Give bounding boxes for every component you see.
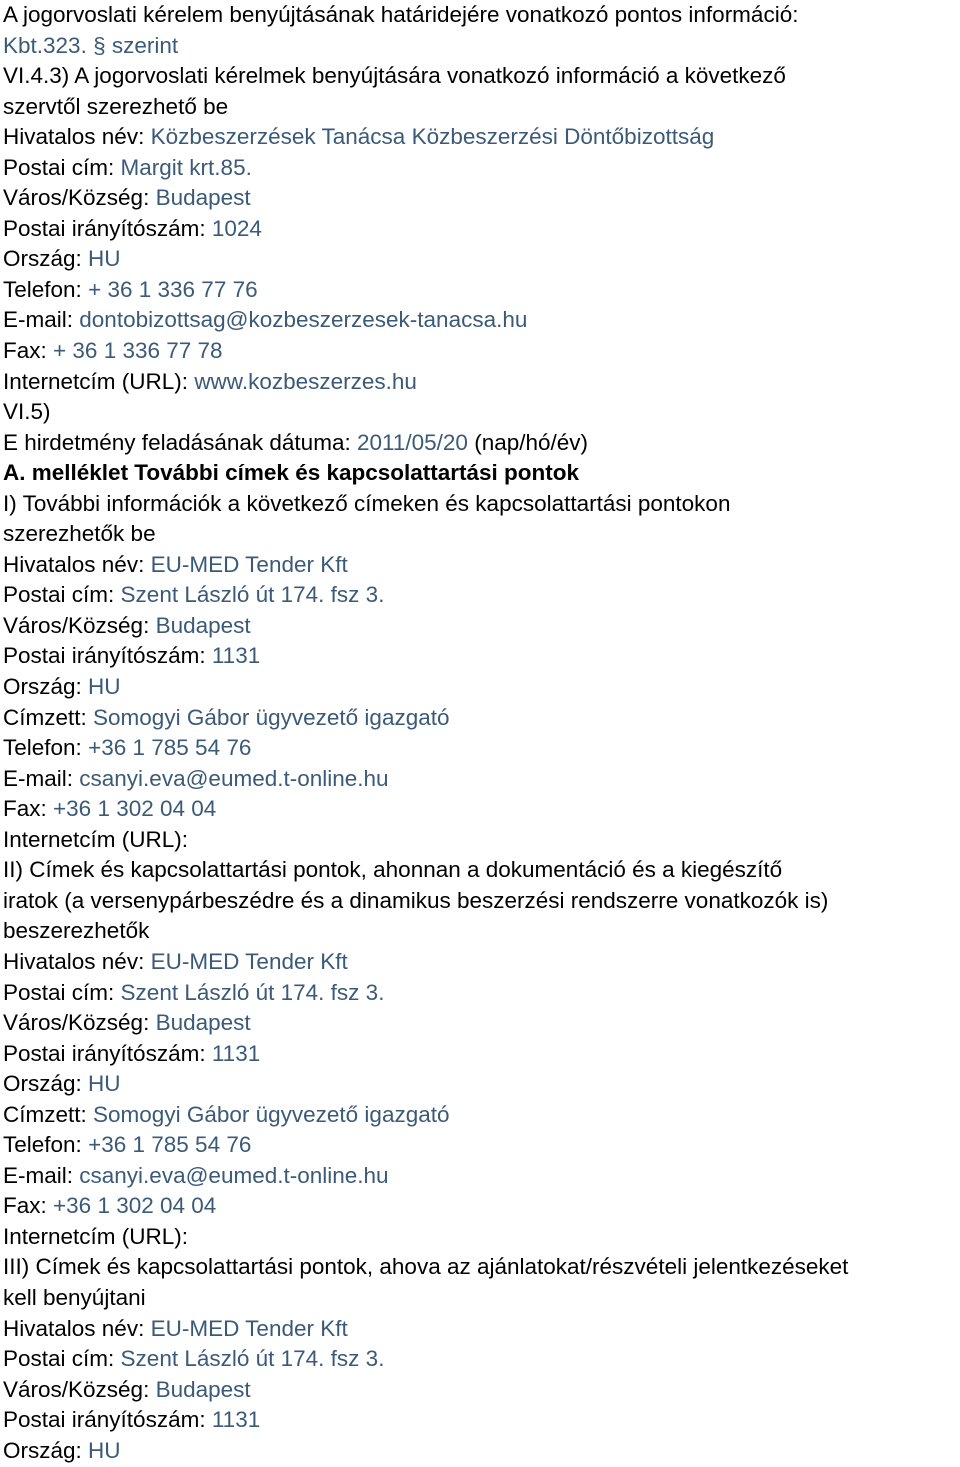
text-line bbox=[3, 1161, 960, 1192]
line-label: Fax: bbox=[3, 796, 47, 822]
line-value: 1024 bbox=[211, 215, 262, 241]
line-label: Ország: bbox=[3, 1071, 82, 1097]
line-label: VI.5) bbox=[3, 399, 51, 425]
line-suffix: (nap/hó/év) bbox=[474, 429, 589, 455]
text-line bbox=[3, 1222, 960, 1253]
line-value: HU bbox=[88, 674, 121, 700]
text-line bbox=[3, 947, 960, 978]
line-label: E-mail: bbox=[3, 765, 74, 791]
text-line bbox=[3, 519, 960, 550]
line-value: csanyi.eva@eumed.t-online.hu bbox=[79, 765, 389, 791]
text-line bbox=[3, 1283, 960, 1314]
line-value: HU bbox=[88, 246, 121, 272]
line-label: A jogorvoslati kérelem benyújtásának határidejére vonatkozó pontos információ: bbox=[3, 2, 799, 27]
line-label: Címzett: bbox=[3, 704, 87, 730]
line-label: Telefon: bbox=[3, 1132, 82, 1158]
text-line bbox=[3, 1314, 960, 1345]
text-line bbox=[3, 275, 960, 306]
line-value: + 36 1 336 77 78 bbox=[53, 338, 223, 364]
line-label: I) További információk a következő címeken és kapcsolattartási pontokon bbox=[3, 490, 731, 516]
line-value: Budapest bbox=[155, 1376, 251, 1402]
line-value: + 36 1 336 77 76 bbox=[88, 276, 258, 302]
line-value: Szent László út 174. fsz 3. bbox=[120, 582, 385, 608]
text-line bbox=[3, 183, 960, 214]
line-label: Internetcím (URL): bbox=[3, 1223, 189, 1249]
line-label: Város/Község: bbox=[3, 1376, 150, 1402]
line-value: 1131 bbox=[211, 643, 261, 669]
line-value: Somogyi Gábor ügyvezető igazgató bbox=[93, 704, 450, 730]
line-value: +36 1 785 54 76 bbox=[88, 1132, 252, 1158]
text-line bbox=[3, 1252, 960, 1283]
text-line bbox=[3, 672, 960, 703]
line-label: iratok (a versenypárbeszédre és a dinamikus beszerzési rendszerre vonatkozók is) bbox=[3, 887, 829, 913]
line-label: Fax: bbox=[3, 338, 47, 364]
line-label: Ország: bbox=[3, 246, 82, 272]
line-label: Ország: bbox=[3, 1437, 82, 1463]
text-line bbox=[3, 214, 960, 245]
line-label: Város/Község: bbox=[3, 1010, 150, 1036]
line-value: Budapest bbox=[155, 185, 251, 211]
text-line bbox=[3, 1191, 960, 1222]
text-line bbox=[3, 1130, 960, 1161]
text-line bbox=[3, 733, 960, 764]
text-line bbox=[3, 550, 960, 581]
line-value: www.kozbeszerzes.hu bbox=[194, 368, 417, 394]
text-line bbox=[3, 1008, 960, 1039]
line-value: HU bbox=[88, 1437, 121, 1463]
line-label: VI.4.3) A jogorvoslati kérelmek benyújtására vonatkozó információ a következő bbox=[3, 63, 786, 89]
text-line bbox=[3, 153, 960, 184]
text-line bbox=[3, 703, 960, 734]
line-label: Ország: bbox=[3, 674, 82, 700]
line-label: Postai cím: bbox=[3, 582, 115, 608]
line-label: Postai cím: bbox=[3, 154, 115, 180]
text-line bbox=[3, 61, 960, 92]
line-label: Postai irányítószám: bbox=[3, 643, 206, 669]
text-line bbox=[3, 397, 960, 428]
line-label: beszerezhetők bbox=[3, 918, 150, 944]
text-line bbox=[3, 122, 960, 153]
line-value: 1131 bbox=[211, 1040, 261, 1066]
line-label: Postai irányítószám: bbox=[3, 1040, 206, 1066]
line-value: Közbeszerzések Tanácsa Közbeszerzési Döntőbizottság bbox=[150, 124, 715, 150]
text-line bbox=[3, 916, 960, 947]
line-value: EU-MED Tender Kft bbox=[150, 1315, 348, 1341]
line-label: E-mail: bbox=[3, 1162, 74, 1188]
line-label: Postai irányítószám: bbox=[3, 215, 206, 241]
line-value: EU-MED Tender Kft bbox=[150, 551, 348, 577]
line-value: dontobizottsag@kozbeszerzesek-tanacsa.hu bbox=[79, 307, 528, 333]
text-line bbox=[3, 305, 960, 336]
line-label: II) Címek és kapcsolattartási pontok, ahonnan a dokumentáció és a kiegészítő bbox=[3, 857, 783, 883]
line-value: Kbt.323. § szerint bbox=[3, 32, 179, 58]
text-line bbox=[3, 886, 960, 917]
line-label: Postai cím: bbox=[3, 979, 115, 1005]
text-line bbox=[3, 0, 960, 31]
text-line bbox=[3, 580, 960, 611]
text-line bbox=[3, 336, 960, 367]
line-value: +36 1 302 04 04 bbox=[53, 796, 217, 822]
text-line bbox=[3, 764, 960, 795]
text-line bbox=[3, 92, 960, 123]
line-value: HU bbox=[88, 1071, 121, 1097]
text-line bbox=[3, 1436, 960, 1467]
line-value: Szent László út 174. fsz 3. bbox=[120, 979, 385, 1005]
text-line bbox=[3, 1039, 960, 1070]
line-label: szervtől szerezhető be bbox=[3, 93, 229, 119]
line-label: Város/Község: bbox=[3, 185, 150, 211]
text-line bbox=[3, 489, 960, 520]
text-line bbox=[3, 1069, 960, 1100]
text-line bbox=[3, 367, 960, 398]
line-label: E hirdetmény feladásának dátuma: bbox=[3, 429, 351, 455]
text-line bbox=[3, 458, 960, 489]
text-line bbox=[3, 978, 960, 1009]
line-label: Hivatalos név: bbox=[3, 1315, 145, 1341]
line-label: III) Címek és kapcsolattartási pontok, ahova az ajánlatokat/részvételi jelentkezéseket bbox=[3, 1254, 849, 1280]
text-line bbox=[3, 1100, 960, 1131]
line-value: 2011/05/20 bbox=[356, 429, 468, 455]
line-value: EU-MED Tender Kft bbox=[150, 948, 348, 974]
line-label: Internetcím (URL): bbox=[3, 826, 189, 852]
line-label: Telefon: bbox=[3, 735, 82, 761]
text-line bbox=[3, 825, 960, 856]
text-line bbox=[3, 31, 960, 62]
text-line bbox=[3, 641, 960, 672]
line-label: Fax: bbox=[3, 1193, 47, 1219]
line-label: A. melléklet További címek és kapcsolattartási pontok bbox=[3, 460, 580, 486]
line-value: Budapest bbox=[155, 1010, 251, 1036]
text-line bbox=[3, 244, 960, 275]
line-value: +36 1 302 04 04 bbox=[53, 1193, 217, 1219]
line-label: E-mail: bbox=[3, 307, 74, 333]
line-label: Hivatalos név: bbox=[3, 124, 145, 150]
line-label: Internetcím (URL): bbox=[3, 368, 189, 394]
line-label: Postai cím: bbox=[3, 1346, 115, 1372]
line-label: Hivatalos név: bbox=[3, 551, 145, 577]
line-value: +36 1 785 54 76 bbox=[88, 735, 252, 761]
line-value: csanyi.eva@eumed.t-online.hu bbox=[79, 1162, 389, 1188]
line-label: kell benyújtani bbox=[3, 1284, 146, 1310]
text-line bbox=[3, 611, 960, 642]
line-value: Szent László út 174. fsz 3. bbox=[120, 1346, 385, 1372]
line-label: Címzett: bbox=[3, 1101, 87, 1127]
line-value: Margit krt.85. bbox=[120, 154, 252, 180]
line-label: szerezhetők be bbox=[3, 521, 156, 547]
line-label: Telefon: bbox=[3, 276, 82, 302]
text-line bbox=[3, 1344, 960, 1375]
text-line bbox=[3, 1405, 960, 1436]
line-value: Budapest bbox=[155, 612, 251, 638]
text-line bbox=[3, 794, 960, 825]
line-value: 1131 bbox=[211, 1407, 261, 1433]
text-line bbox=[3, 428, 960, 459]
line-value: Somogyi Gábor ügyvezető igazgató bbox=[93, 1101, 450, 1127]
line-label: Város/Község: bbox=[3, 612, 150, 638]
line-label: Postai irányítószám: bbox=[3, 1407, 206, 1433]
text-line bbox=[3, 1375, 960, 1406]
text-line bbox=[3, 855, 960, 886]
line-label: Hivatalos név: bbox=[3, 948, 145, 974]
